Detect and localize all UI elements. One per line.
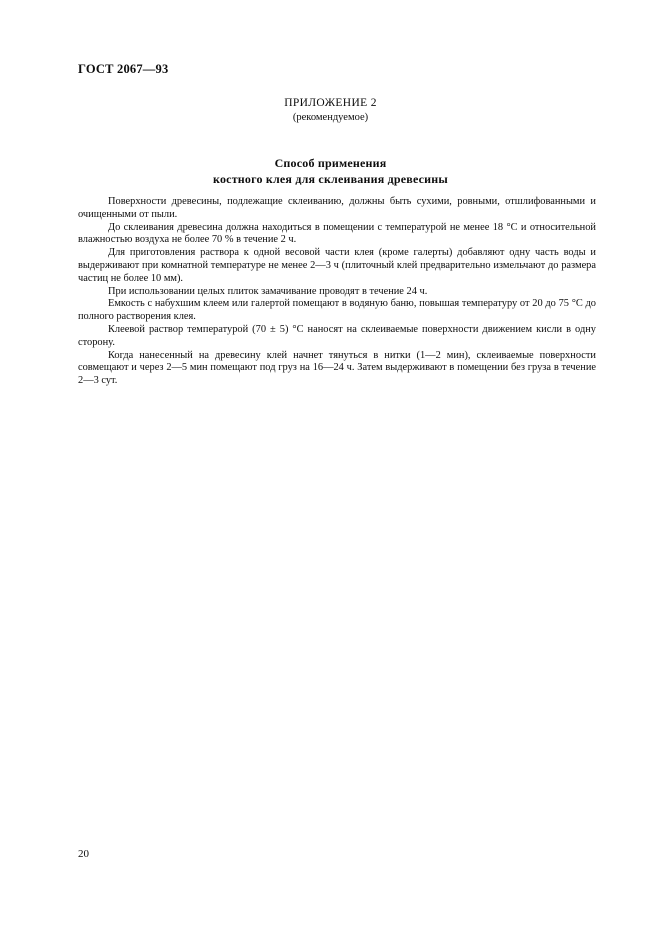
body-text bbox=[78, 196, 596, 388]
body-paragraph: При использовании целых плиток замачивание проводят в течение 24 ч. bbox=[108, 285, 428, 297]
body-paragraph: До склеивания древесина должна находиться в помещении с температурой не менее 18 °С и относительной влажностью воздуха не более 70 % в течение 2 ч. bbox=[78, 221, 596, 246]
body-paragraph: Для приготовления раствора к одной весовой части клея (кроме галерты) добавляют одну часть воды и выдерживают при комнатной температуре не менее 2—3 ч (плиточный клей предварительно измельчают до размера частиц не более 10 мм). bbox=[78, 247, 596, 284]
annex-heading-block bbox=[0, 96, 661, 125]
body-paragraph: Когда нанесенный на древесину клей начнет тянуться в нитки (1—2 мин), склеиваемые поверхности совмещают и через 2—5 мин помещают под груз на 16—24 ч. Затем выдерживают в помещении без груза в течение 2—3 сут. bbox=[78, 349, 596, 387]
body-paragraph: Емкость с набухшим клеем или галертой помещают в водяную баню, повышая температуру от 20 до 75 °С до полного растворения клея. bbox=[78, 298, 596, 323]
annex-label: ПРИЛОЖЕНИЕ 2 bbox=[284, 97, 377, 109]
page-title bbox=[0, 155, 661, 187]
page-number: 20 bbox=[78, 848, 89, 860]
body-paragraph: Поверхности древесины, подлежащие склеиванию, должны быть сухими, ровными, отшлифованными и очищенными от пыли. bbox=[78, 196, 596, 220]
page-title-line-1: Способ применения bbox=[274, 156, 387, 170]
body-paragraph: Клеевой раствор температурой (70 ± 5) °С наносят на склеиваемые поверхности движением кисли в одну сторону. bbox=[78, 323, 596, 348]
running-head-standard-number: ГОСТ 2067—93 bbox=[78, 62, 169, 76]
annex-status: (рекомендуемое) bbox=[292, 112, 369, 123]
page-title-line-2: костного клея для склеивания древесины bbox=[213, 172, 448, 186]
